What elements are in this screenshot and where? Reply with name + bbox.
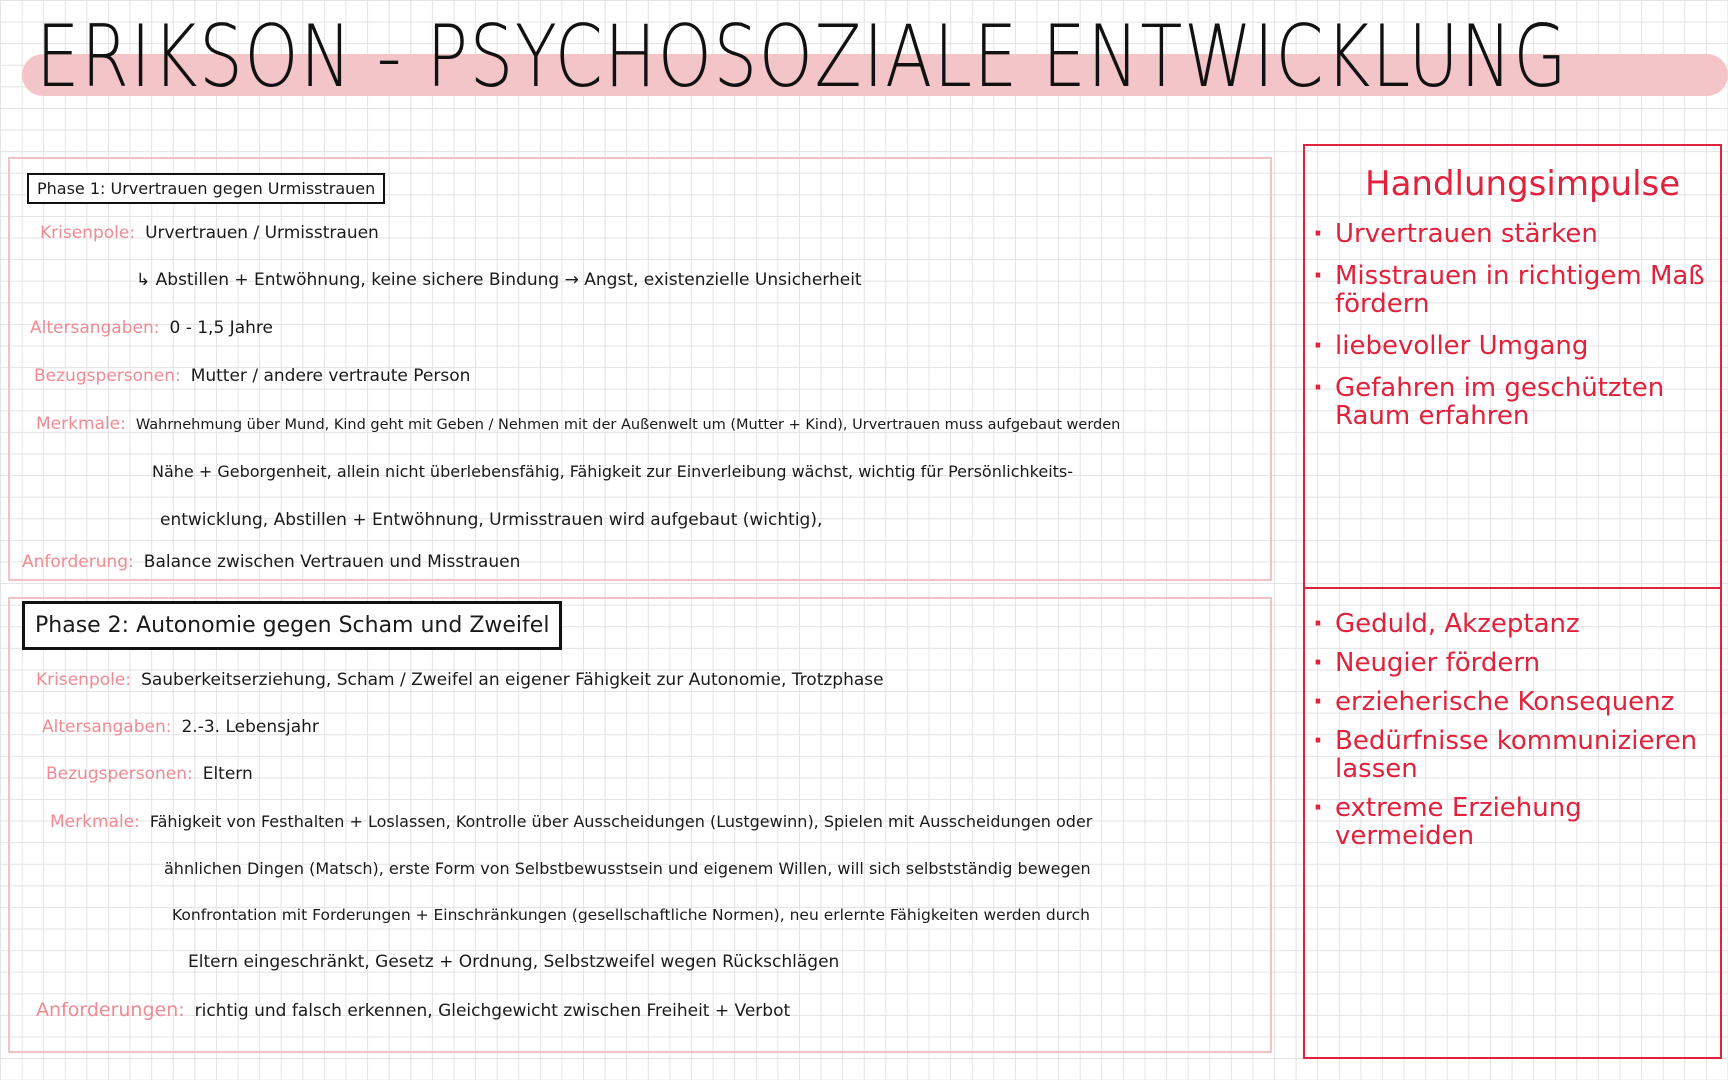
phase-2-title: Phase 2: Autonomie gegen Scham und Zweifel — [22, 601, 562, 650]
phase-1-krisenpole-detail: ↳ Abstillen + Entwöhnung, keine sichere Bindung → Angst, existenzielle Unsicherheit — [136, 270, 862, 290]
bezug-label: Bezugspersonen: — [46, 764, 193, 784]
list-item: · Urvertrauen stärken — [1313, 220, 1713, 248]
panel-divider — [1305, 587, 1720, 589]
list-item: · Bedürfnisse kommunizieren lassen — [1313, 727, 1713, 783]
phase-1-merkmale-line-2: Nähe + Geborgenheit, allein nicht überlebensfähig, Fähigkeit zur Einverleibung wächst, wichtig für Persönlichkeits- — [152, 462, 1074, 481]
alter-value: 0 - 1,5 Jahre — [169, 318, 273, 338]
krisenpole-value: Urvertrauen / Urmisstrauen — [145, 223, 379, 243]
krisenpole-value: Sauberkeitserziehung, Scham / Zweifel an eigener Fähigkeit zur Autonomie, Trotzphase — [141, 670, 884, 690]
phase-2-alter — [42, 717, 319, 737]
phase-2-box — [8, 597, 1272, 1053]
phase-1-anforderung — [22, 552, 520, 572]
handlungsimpulse-panel — [1303, 144, 1722, 1059]
merkmale-label: Merkmale: — [50, 812, 140, 832]
phase-2-merkmale-line-3: Konfrontation mit Forderungen + Einschränkungen (gesellschaftliche Normen), neu erlernte Fähigkeiten werden durch — [172, 906, 1090, 924]
phase-1-bezugspersonen — [34, 366, 470, 386]
phase-1-merkmale — [36, 414, 1120, 434]
impulse-list-phase-2 — [1313, 610, 1713, 861]
list-item: · Gefahren im geschützten Raum erfahren — [1313, 374, 1713, 430]
phase-2-merkmale-line-2: ähnlichen Dingen (Matsch), erste Form von Selbstbewusstsein und eigenem Willen, will sich selbstständig bewegen — [164, 859, 1091, 878]
phase-1-merkmale-line-3: entwicklung, Abstillen + Entwöhnung, Urmisstrauen wird aufgebaut (wichtig), — [160, 510, 823, 530]
phase-2-bezugspersonen — [46, 764, 253, 784]
impulse-list-phase-1 — [1313, 220, 1713, 444]
list-item: · Geduld, Akzeptanz — [1313, 610, 1713, 638]
list-item: · liebevoller Umgang — [1313, 332, 1713, 360]
merkmale-label: Merkmale: — [36, 414, 126, 434]
alter-label: Altersangaben: — [30, 318, 160, 338]
phase-1-title: Phase 1: Urvertrauen gegen Urmisstrauen — [27, 173, 385, 204]
phase-2-merkmale-line-4: Eltern eingeschränkt, Gesetz + Ordnung, Selbstzweifel wegen Rückschlägen — [188, 952, 840, 972]
anforderung-value: Balance zwischen Vertrauen und Misstrauen — [143, 552, 521, 572]
handlungsimpulse-heading: Handlungsimpulse — [1365, 164, 1681, 204]
phase-1-alter — [30, 318, 273, 338]
list-item: · erzieherische Konsequenz — [1313, 688, 1713, 716]
anforderung-label: Anforderung: — [22, 552, 134, 572]
krisenpole-label: Krisenpole: — [36, 670, 132, 690]
anforderung-value: richtig und falsch erkennen, Gleichgewicht zwischen Freiheit + Verbot — [194, 1001, 791, 1021]
bezug-value: Mutter / andere vertraute Person — [190, 366, 471, 386]
bezug-label: Bezugspersonen: — [34, 366, 181, 386]
merkmale-line-1: Wahrnehmung über Mund, Kind geht mit Geben / Nehmen mit der Außenwelt um (Mutter + Kind), Urvertrauen muss aufgebaut werden — [135, 417, 1121, 433]
alter-value: 2.-3. Lebensjahr — [181, 717, 319, 737]
bezug-value: Eltern — [202, 764, 253, 784]
list-item: · Neugier fördern — [1313, 649, 1713, 677]
merkmale-line-1: Fähigkeit von Festhalten + Loslassen, Kontrolle über Ausscheidungen (Lustgewinn), Spielen mit Ausscheidungen oder — [149, 812, 1093, 831]
phase-2-krisenpole — [36, 670, 884, 690]
page-title: ERIKSON - PSYCHOSOZIALE ENTWICKLUNG — [36, 7, 1569, 107]
phase-2-merkmale — [50, 812, 1092, 832]
list-item: · extreme Erziehung vermeiden — [1313, 794, 1713, 850]
krisenpole-label: Krisenpole: — [40, 223, 136, 243]
phase-2-anforderung — [36, 999, 790, 1021]
list-item: · Misstrauen in richtigem Maß fördern — [1313, 262, 1713, 318]
phase-1-krisenpole — [40, 223, 379, 243]
anforderung-label: Anforderungen: — [36, 999, 185, 1021]
phase-1-box — [8, 157, 1272, 581]
alter-label: Altersangaben: — [42, 717, 172, 737]
